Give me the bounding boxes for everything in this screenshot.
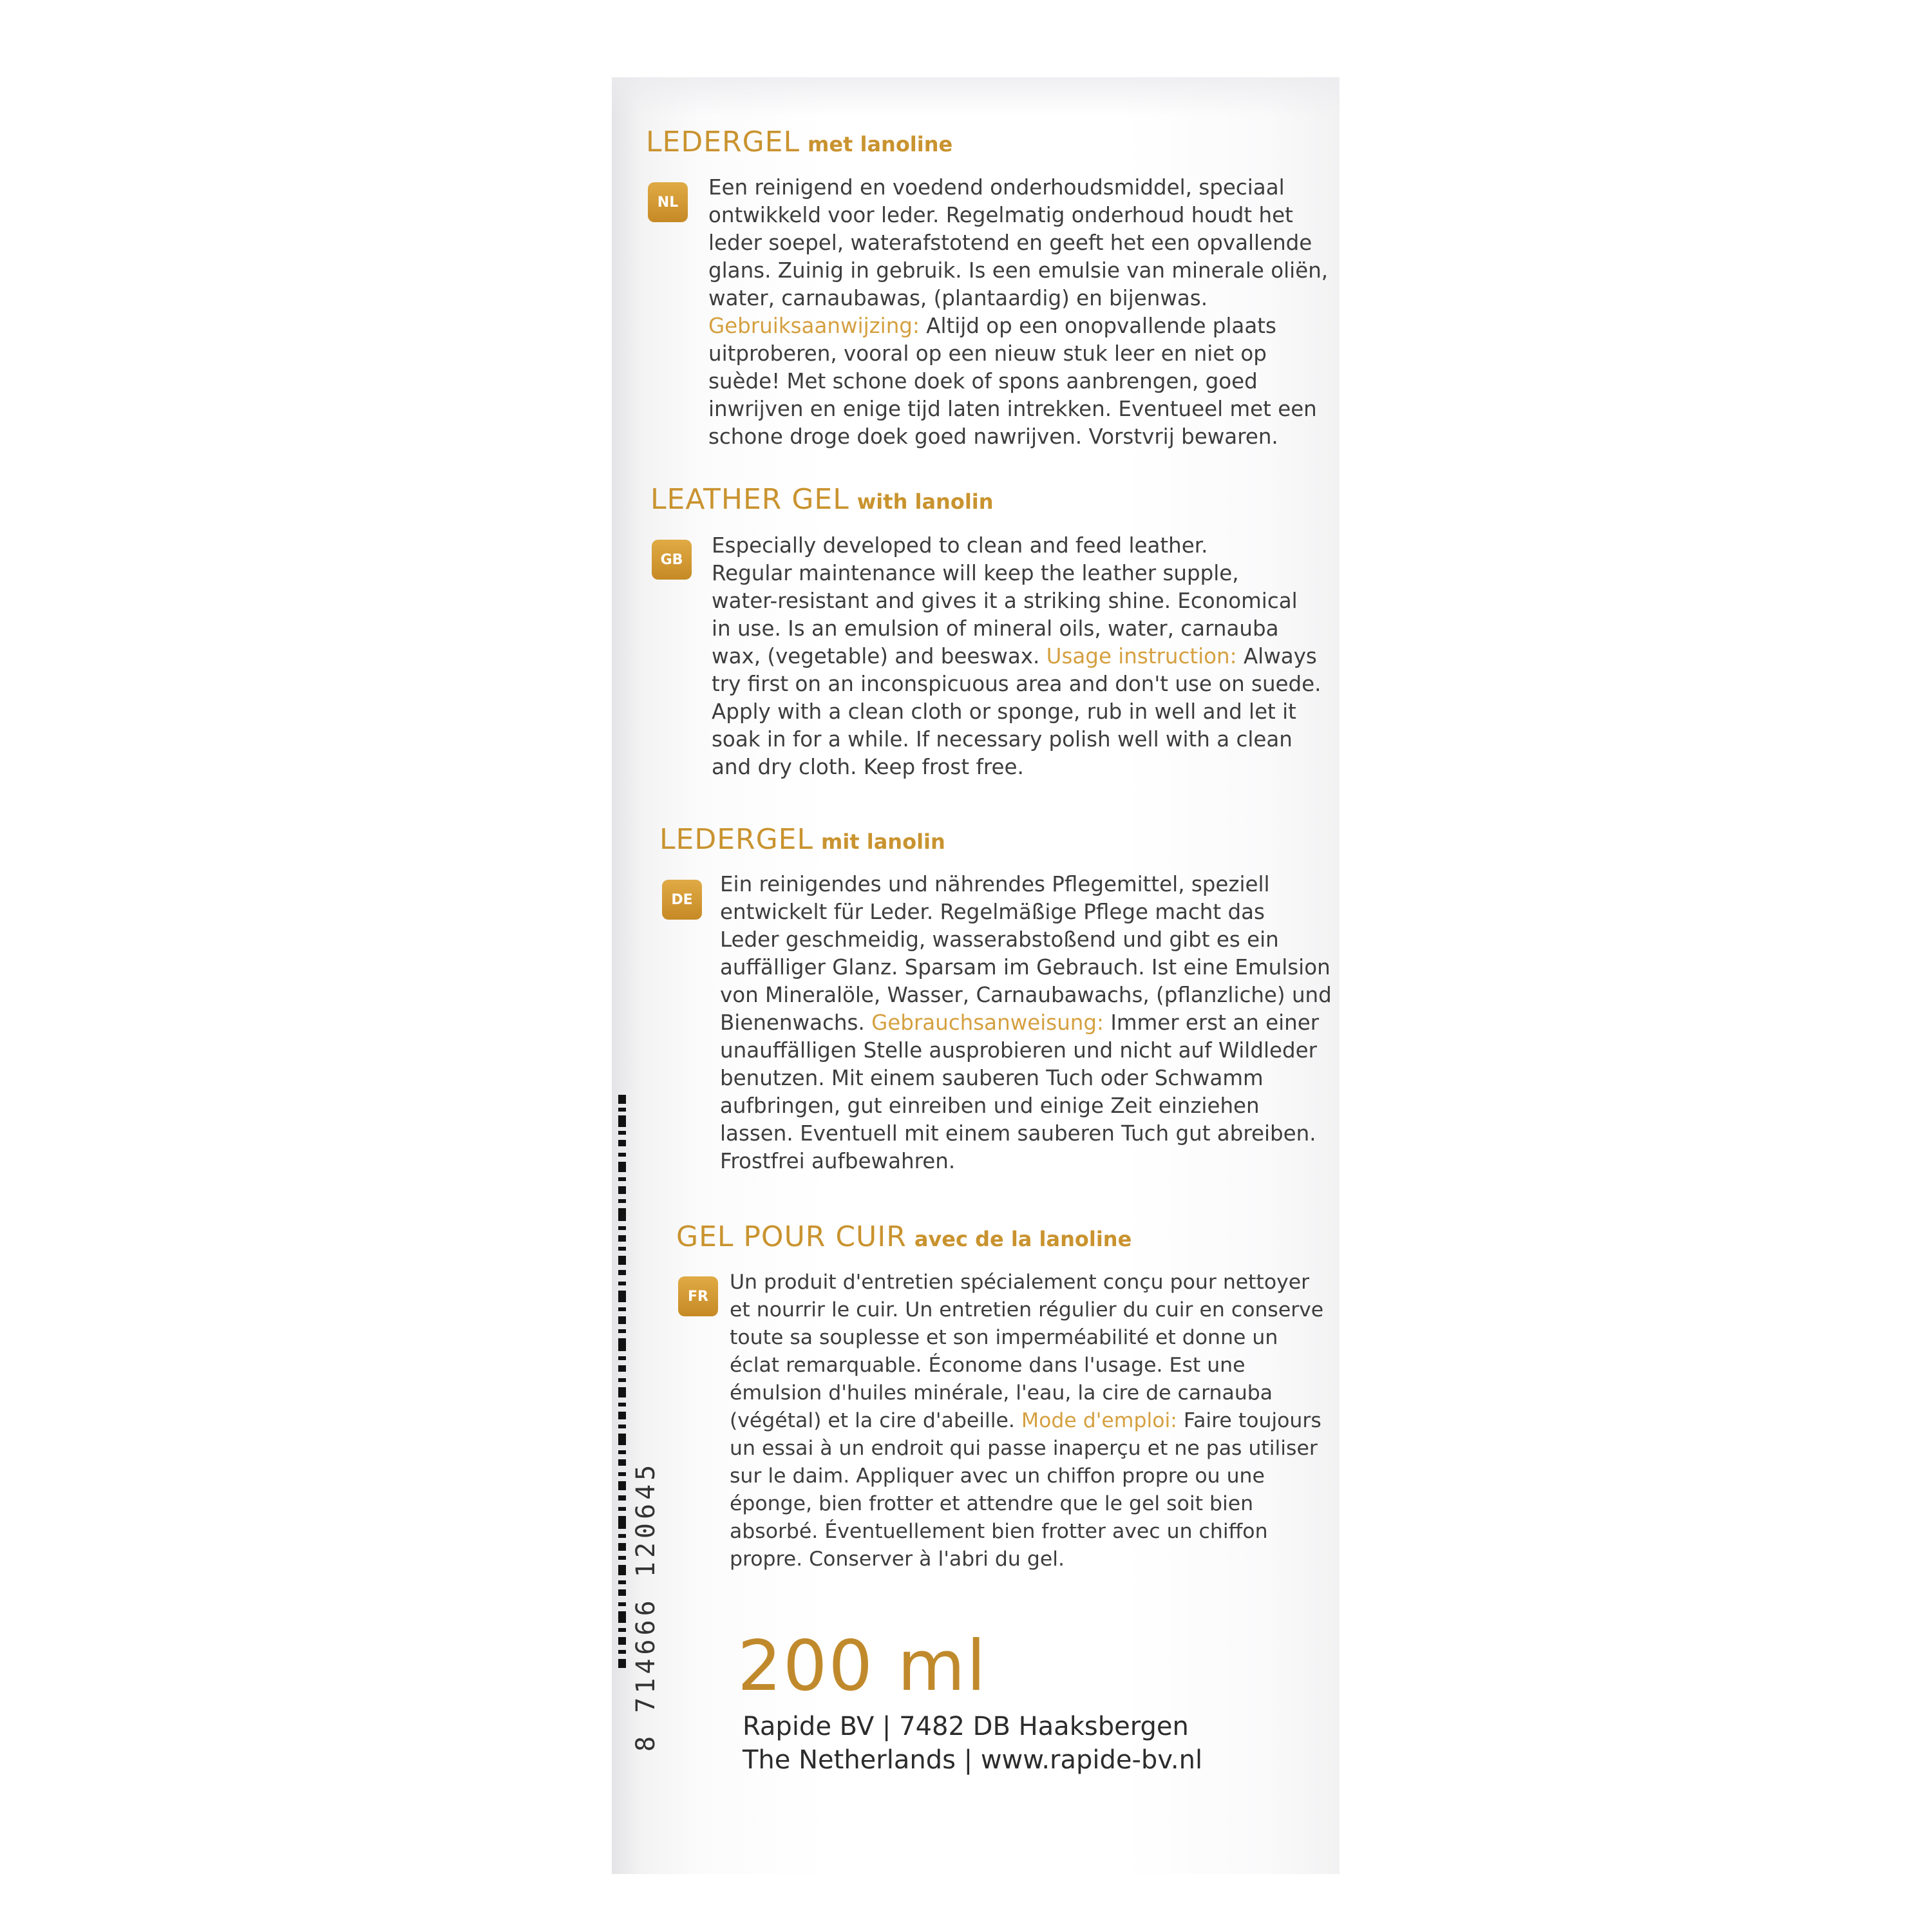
de-description bbox=[720, 871, 1332, 1175]
company-info bbox=[743, 1710, 1202, 1777]
volume-label: 200 ml bbox=[737, 1626, 987, 1707]
de-text: Ein reinigendes und nährendes Pflegemittel, speziell entwickelt für Leder. Regelmäßige Pflege macht das Leder geschmeidig, wasserabstoßend und gibt es ein auffälliger Glanz. Sparsam im Gebrauch. Ist eine Emulsion von Mineralöle, Wasser, Carnaubawachs, (pflanzliche) und Bienenwachs. bbox=[720, 872, 1332, 1035]
de-title: LEDERGEL bbox=[659, 823, 813, 856]
gb-text: Especially developed to clean and feed leather. Regular maintenance will keep the leather supple, water-resistant and gives it a striking shine. Economical in use. Is an emulsion of mineral oils, water, carnauba wax, (vegetable) and beeswax. bbox=[712, 533, 1298, 668]
nl-usage-text: Altijd op een onopvallende plaats uitproberen, vooral op een nieuw stuk leer en niet op suède! Met schone doek of spons aanbrengen, goed inwrijven en enige tijd laten intrekken. Eventueel met een schone droge doek goed nawrijven. Vorstvrij bewaren. bbox=[708, 314, 1317, 449]
de-flag-badge: DE bbox=[662, 880, 702, 920]
nl-title: LEDERGEL bbox=[646, 126, 800, 158]
gb-description bbox=[712, 532, 1321, 781]
gb-subtitle: with lanolin bbox=[857, 489, 994, 514]
fr-usage-text: Faire toujours un essai à un endroit qui passe inaperçu et ne pas utiliser sur le daim. Appliquer avec un chiffon propre ou une éponge, bien frotter et attendre que le gel soit bien absorbé. Éventuellement bien frotter avec un chiffon propre. Conserver à l'abri du gel. bbox=[730, 1409, 1321, 1571]
fr-text: Un produit d'entretien spécialement conçu pour nettoyer et nourrir le cuir. Un entretien régulier du cuir en conserve toute sa souplesse et son imperméabilité et donne un éclat remarquable. Économe dans l'usage. Est une émulsion d'huiles minérale, l'eau, la cire de carnauba (végétal) et la cire d'abeille. bbox=[730, 1271, 1324, 1432]
fr-description bbox=[730, 1269, 1323, 1573]
nl-heading bbox=[646, 126, 952, 158]
fr-flag-badge: FR bbox=[678, 1276, 718, 1316]
nl-description bbox=[708, 174, 1328, 451]
de-subtitle: mit lanolin bbox=[820, 829, 945, 854]
gb-heading bbox=[650, 483, 994, 516]
gb-title: LEATHER GEL bbox=[650, 483, 849, 516]
de-heading bbox=[659, 823, 945, 856]
fr-usage-label: Mode d'emploi: bbox=[1021, 1409, 1177, 1432]
company-address: Rapide BV | 7482 DB Haaksbergen bbox=[743, 1712, 1189, 1741]
nl-subtitle: met lanoline bbox=[807, 132, 953, 156]
fr-heading bbox=[676, 1220, 1132, 1253]
gb-usage-label: Usage instruction: bbox=[1046, 644, 1237, 668]
nl-usage-label: Gebruiksaanwijzing: bbox=[708, 314, 920, 338]
company-website: The Netherlands | www.rapide-bv.nl bbox=[743, 1745, 1203, 1775]
tube-shading bbox=[612, 77, 1340, 116]
nl-flag-badge: NL bbox=[648, 182, 688, 222]
gb-flag-badge: GB bbox=[652, 540, 692, 580]
fr-subtitle: avec de la lanoline bbox=[914, 1227, 1132, 1251]
de-usage-text: Immer erst an einer unauffälligen Stelle ausprobieren und nicht auf Wildleder benutzen. Mit einem sauberen Tuch oder Schwamm aufbringen, gut einreiben und einige Zeit einziehen lassen. Eventuell mit einem sauberen Tuch gut abreiben. Frostfrei aufbewahren. bbox=[720, 1010, 1320, 1173]
nl-text: Een reinigend en voedend onderhoudsmiddel, speciaal ontwikkeld voor leder. Regelmatig onderhoud houdt het leder soepel, waterafstotend en geeft het een opvallende glans. Zuinig in gebruik. Is een emulsie van minerale oliën, water, carnaubawas, (plantaardig) en bijenwas. bbox=[708, 175, 1329, 310]
gb-usage-text: Always try first on an inconspicuous area and don't use on suede. Apply with a clean cloth or sponge, rub in well and let it soak in for a while. If necessary polish well with a clean and dry cloth. Keep frost free. bbox=[712, 644, 1321, 779]
barcode-number: 8 714666 120645 bbox=[631, 1461, 661, 1752]
de-usage-label: Gebrauchsanweisung: bbox=[871, 1010, 1104, 1035]
fr-title: GEL POUR CUIR bbox=[676, 1220, 907, 1253]
